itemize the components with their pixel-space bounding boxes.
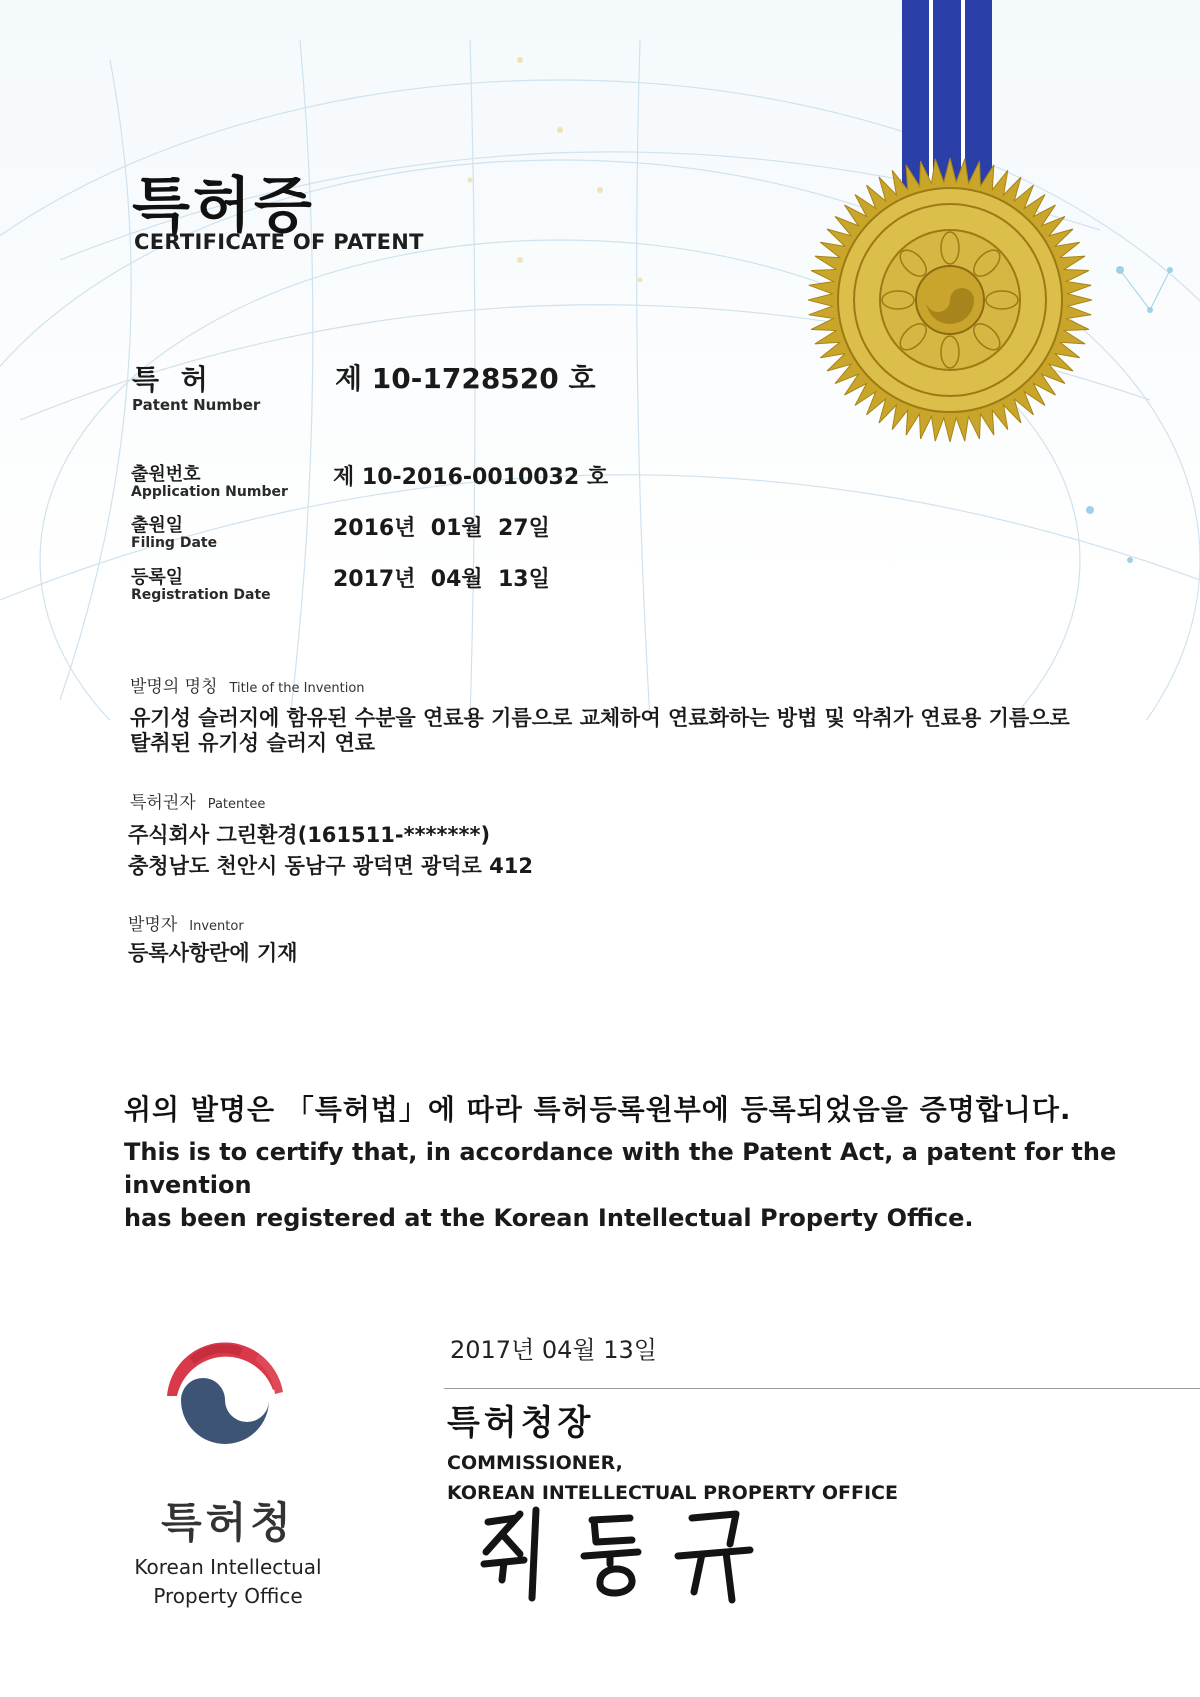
application-number-value: 제 10-2016-0010032 호: [333, 465, 609, 490]
invention-title-label: [130, 672, 365, 697]
inventor-value: 등록사항란에 기재: [128, 941, 298, 965]
kipo-name-en-line-1: Korean Intellectual: [134, 1555, 322, 1579]
invention-title-text: [130, 706, 1130, 756]
filing-date-value: 2016년 01월 27일: [333, 516, 550, 541]
divider-line: [444, 1388, 1200, 1389]
patent-number-label-en: Patent Number: [132, 396, 261, 414]
commissioner-title-en: [447, 1448, 898, 1508]
registration-date-value: 2017년 04월 13일: [333, 567, 550, 592]
commissioner-title-ko: 특허청장: [447, 1403, 595, 1443]
kipo-name-ko: 특허청: [161, 1498, 295, 1547]
invention-title-label-en: Title of the Invention: [229, 681, 365, 696]
inventor-label: [128, 910, 244, 935]
commissioner-title-en-line-1: COMMISSIONER,: [447, 1452, 623, 1474]
patentee-details: [128, 820, 533, 882]
filing-date-label-ko: 출원일: [131, 515, 184, 536]
kipo-taegeuk-emblem-icon: [155, 1330, 295, 1470]
inventor-label-ko: 발명자: [128, 915, 178, 935]
certification-statement-ko: 위의 발명은 「특허법」에 따라 특허등록원부에 등록되었음을 증명합니다.: [124, 1093, 1072, 1126]
filing-date-label-en: Filing Date: [131, 535, 218, 551]
gold-seal-icon: [800, 150, 1100, 450]
certificate-title-en: CERTIFICATE OF PATENT: [134, 230, 424, 254]
certification-statement-en-line-1: This is to certify that, in accordance with the Patent Act, a patent for the invention: [124, 1138, 1117, 1199]
certification-statement-en-line-2: has been registered at the Korean Intellectual Property Office.: [124, 1204, 974, 1232]
patentee-address: 충청남도 천안시 동남구 광덕면 광덕로 412: [128, 854, 533, 878]
kipo-name-en-line-2: Property Office: [153, 1584, 303, 1608]
application-number-label-ko: 출원번호: [131, 464, 201, 485]
patent-number-label-ko: 특 허: [132, 363, 214, 396]
patentee-label: [130, 788, 265, 813]
certificate-title-ko: 특허증: [132, 171, 315, 241]
patentee-name: 주식회사 그린환경(161511-*******): [128, 823, 491, 847]
registration-date-label-en: Registration Date: [131, 587, 271, 603]
inventor-label-en: Inventor: [189, 919, 244, 934]
commissioner-title-en-line-2: KOREAN INTELLECTUAL PROPERTY OFFICE: [447, 1482, 898, 1504]
issue-date: 2017년 04월 13일: [450, 1336, 657, 1364]
invention-title-line-2: 탈취된 유기성 슬러지 연료: [130, 731, 376, 755]
invention-title-line-1: 유기성 슬러지에 함유된 수분을 연료용 기름으로 교체하여 연료화하는 방법 및 악취가 연료용 기름으로: [130, 706, 1070, 730]
registration-date-label-ko: 등록일: [131, 567, 184, 588]
commissioner-signature: [480, 1500, 780, 1610]
application-number-label-en: Application Number: [131, 484, 288, 500]
patent-number-value: 제 10-1728520 호: [335, 362, 596, 395]
invention-title-label-ko: 발명의 명칭: [130, 677, 218, 697]
patentee-label-en: Patentee: [207, 797, 266, 812]
kipo-name-en: [118, 1553, 338, 1611]
patentee-label-ko: 특허권자: [130, 793, 196, 813]
certification-statement-en: [124, 1136, 1124, 1235]
